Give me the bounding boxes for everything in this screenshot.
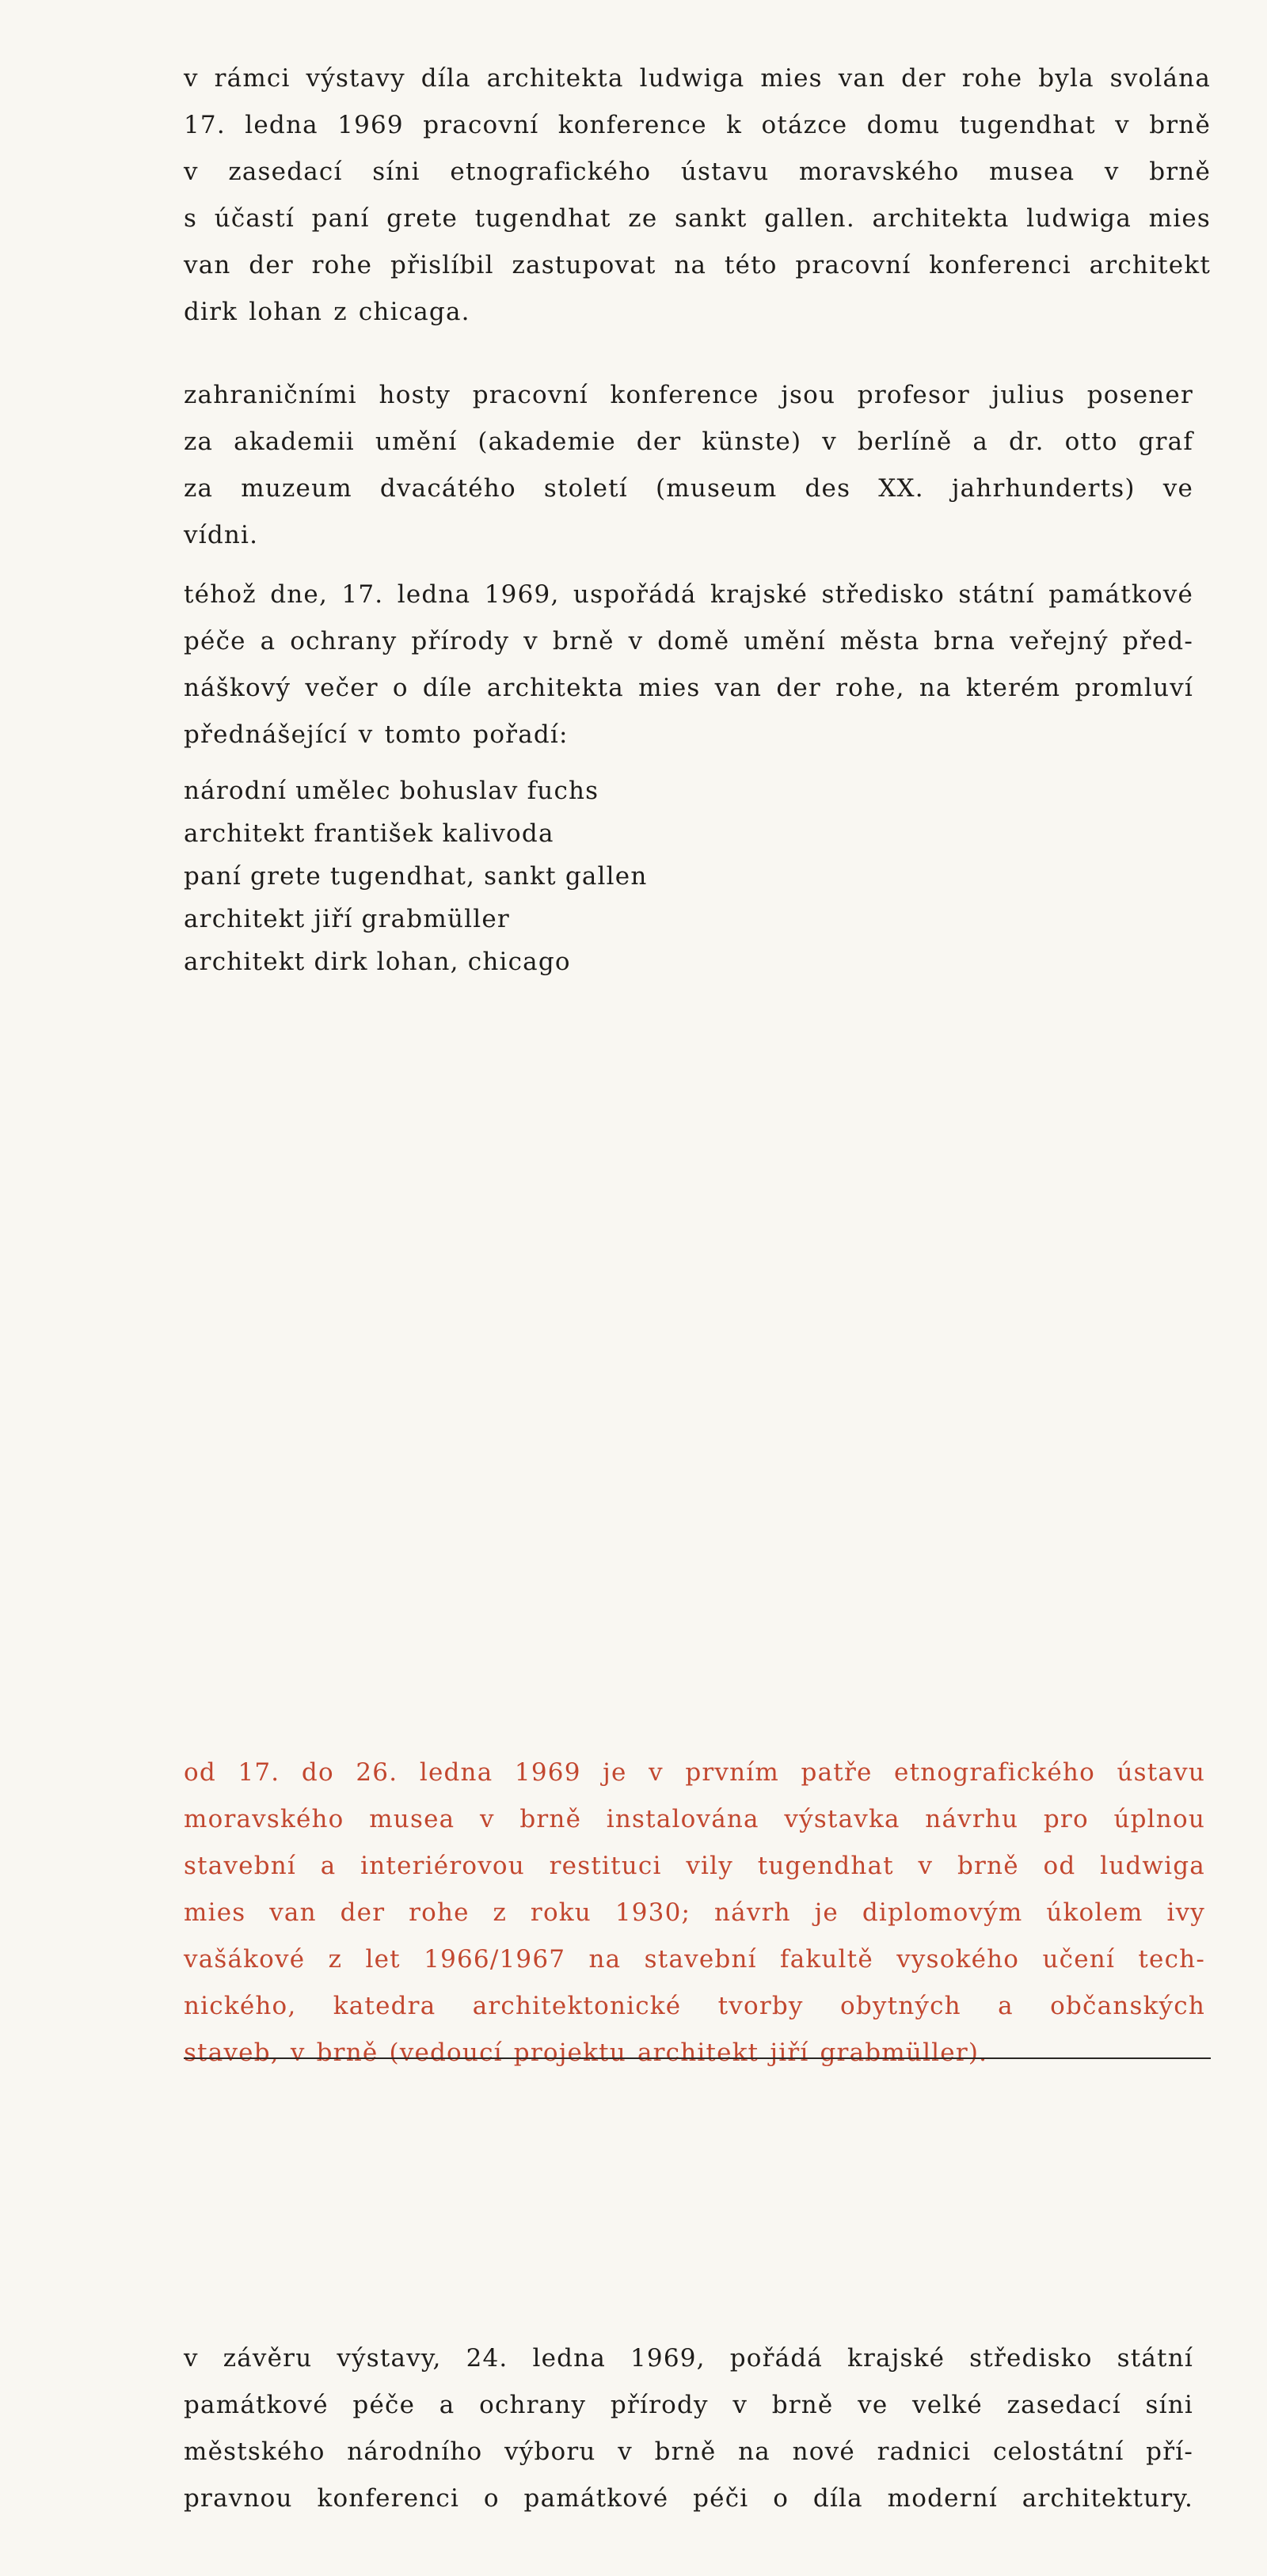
guests-line-2: za akademii umění (akademie der künste) v berlíně a dr. otto graf [184, 427, 1193, 456]
lecture-line-4: přednášející v tomto pořadí: [184, 720, 569, 749]
lecture-line-1: téhož dne, 17. ledna 1969, uspořádá krajské středisko státní památkové [184, 580, 1193, 609]
exhibition-line-4: mies van der rohe z roku 1930; návrh je diplomovým úkolem ivy [184, 1898, 1205, 1927]
horizontal-rule-divider [184, 2057, 1211, 2059]
guests-paragraph [184, 372, 1193, 559]
guests-line-1: zahraničními hosty pracovní konference jsou profesor julius posener [184, 381, 1193, 409]
speaker-item: architekt dirk lohan, chicago [184, 948, 571, 976]
lecture-line-2: péče a ochrany přírody v brně v domě umění města brna veřejný před- [184, 627, 1193, 655]
closing-line-4: pravnou konferenci o památkové péči o díla moderní architektury. [184, 2484, 1193, 2513]
closing-line-3: městského národního výboru v brně na nové radnici celostátní pří- [184, 2437, 1193, 2466]
exhibition-line-7: staveb, v brně (vedoucí projektu architekt jiří grabmüller). [184, 2038, 988, 2067]
guests-line-3: za muzeum dvacátého století (museum des XX. jahrhunderts) ve [184, 474, 1193, 503]
lecture-paragraph [184, 572, 1193, 758]
closing-line-2: památkové péče a ochrany přírody v brně ve velké zasedací síni [184, 2391, 1193, 2419]
closing-paragraph [184, 2335, 1193, 2522]
intro-line-5: van der rohe přislíbil zastupovat na této pracovní konferenci architekt [184, 251, 1211, 279]
intro-line-6: dirk lohan z chicaga. [184, 298, 470, 326]
exhibition-paragraph [184, 1750, 1205, 2076]
exhibition-line-5: vašákové z let 1966/1967 na stavební fakultě vysokého učení tech- [184, 1945, 1205, 1974]
closing-line-1: v závěru výstavy, 24. ledna 1969, pořádá krajské středisko státní [184, 2344, 1193, 2373]
speaker-item: národní umělec bohuslav fuchs [184, 777, 599, 805]
speaker-item: architekt jiří grabmüller [184, 905, 510, 933]
intro-line-1: v rámci výstavy díla architekta ludwiga mies van der rohe byla svolána [184, 64, 1211, 93]
speaker-item: paní grete tugendhat, sankt gallen [184, 862, 648, 891]
exhibition-line-3: stavební a interiérovou restituci vily tugendhat v brně od ludwiga [184, 1852, 1205, 1880]
exhibition-line-2: moravského musea v brně instalována výstavka návrhu pro úplnou [184, 1805, 1205, 1833]
lecture-line-3: náškový večer o díle architekta mies van der rohe, na kterém promluví [184, 674, 1193, 702]
speaker-item: architekt františek kalivoda [184, 819, 554, 848]
intro-line-2: 17. ledna 1969 pracovní konference k otázce domu tugendhat v brně [184, 111, 1211, 139]
speakers-list [184, 769, 647, 983]
exhibition-line-6: nického, katedra architektonické tvorby obytných a občanských [184, 1992, 1205, 2020]
guests-line-4: vídni. [184, 521, 259, 549]
intro-line-4: s účastí paní grete tugendhat ze sankt gallen. architekta ludwiga mies [184, 204, 1211, 233]
intro-line-3: v zasedací síni etnografického ústavu moravského musea v brně [184, 158, 1211, 186]
intro-paragraph [184, 55, 1211, 336]
exhibition-line-1: od 17. do 26. ledna 1969 je v prvním patře etnografického ústavu [184, 1758, 1205, 1787]
